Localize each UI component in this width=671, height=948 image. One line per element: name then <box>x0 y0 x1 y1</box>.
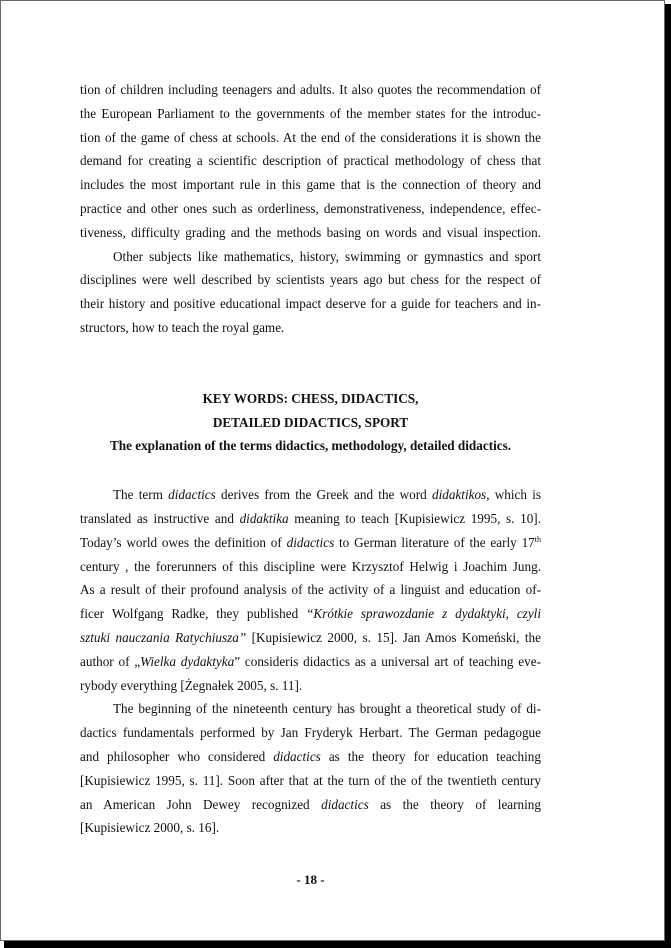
text-line: tion of the game of chess at schools. At the end of the considerations it is shown the <box>80 129 541 145</box>
text-line: the European Parliament to the governments of the member states for the introduc- <box>80 105 541 121</box>
text-line: tiveness, difficulty grading and the methods basing on words and visual inspection. <box>80 224 541 240</box>
keywords-line-1: KEY WORDS: CHESS, DIDACTICS, <box>202 390 419 406</box>
text-line: demand for creating a scientific description of practical methodology of chess that <box>80 153 541 169</box>
text-line: [Kupisiewicz 2000, s. 16]. <box>80 820 220 836</box>
page-shadow-bottom <box>4 941 671 948</box>
text-line: century , the forerunners of this discipline were Krzysztof Helwig i Joachim Jung. <box>80 558 541 574</box>
paragraph-term-didactics <box>80 483 541 697</box>
text-line: disciplines were well described by scientists years ago but chess for the respect of <box>80 272 541 288</box>
text-line: author of „Wielka dydaktyka” consideris didactics as a universal art of teaching eve- <box>80 653 541 669</box>
text-line: ficer Wolfgang Radke, they published “Krótkie sprawozdanie z dydaktyki, czyli <box>80 606 541 622</box>
text-line: dactics fundamentals performed by Jan Fryderyk Herbart. The German pedagogue <box>80 725 541 741</box>
keywords-heading <box>80 387 541 458</box>
paragraph-other-subjects <box>80 245 541 340</box>
text-line: rybody everything [Żegnałek 2005, s. 11]. <box>80 677 303 693</box>
text-line: The term didactics derives from the Greek and the word didaktikos, which is <box>113 487 541 503</box>
text-line: includes the most important rule in this game that is the connection of theory and <box>80 177 541 193</box>
text-line: As a result of their profound analysis of the activity of a linguist and education of- <box>80 582 541 598</box>
page-number: - 18 - <box>296 872 325 887</box>
text-line: structors, how to teach the royal game. <box>80 319 285 335</box>
text-line: their history and positive educational impact deserve for a guide for teachers and in- <box>80 296 541 312</box>
text-line: Today’s world owes the definition of didactics to German literature of the early 17th <box>80 534 541 550</box>
text-line: tion of children including teenagers and adults. It also quotes the recommendation of <box>80 82 541 97</box>
text-line: and philosopher who considered didactics as the theory for education teaching <box>80 748 541 764</box>
paragraph-nineteenth-century <box>80 697 541 840</box>
page-shadow-right <box>665 4 671 948</box>
text-line: [Kupisiewicz 1995, s. 11]. Soon after that at the turn of the of the twentieth century <box>80 772 541 788</box>
text-line: Other subjects like mathematics, history, swimming or gymnastics and sport <box>113 248 541 264</box>
text-line: an American John Dewey recognized didactics as the theory of learning <box>80 796 541 812</box>
text-line: sztuki nauczania Ratychiusza” [Kupisiewicz 2000, s. 15]. Jan Amos Komeński, the <box>80 629 541 645</box>
text-line: translated as instructive and didaktika meaning to teach [Kupisiewicz 1995, s. 10]. <box>80 510 541 526</box>
text-line: practice and other ones such as orderliness, demonstrativeness, independence, effec- <box>80 200 541 216</box>
page-body <box>80 78 541 840</box>
keywords-line-2: DETAILED DIDACTICS, SPORT <box>212 414 409 430</box>
section-title: The explanation of the terms didactics, methodology, detailed didactics. <box>109 438 512 454</box>
paragraph-intro-continued <box>80 78 541 245</box>
text-line: The beginning of the nineteenth century has brought a theoretical study of di- <box>113 701 541 717</box>
